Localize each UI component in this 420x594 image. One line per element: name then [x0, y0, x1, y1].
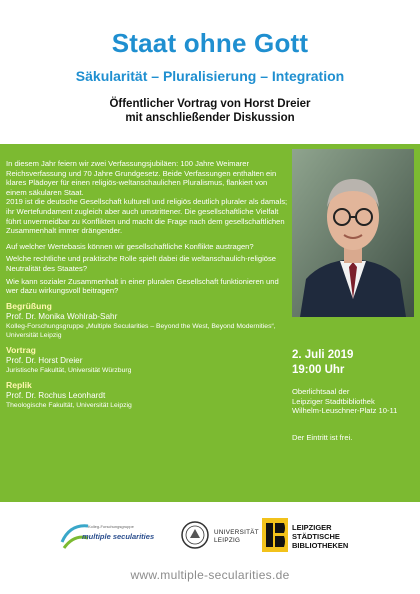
event-venue: [292, 387, 416, 416]
library-line-3: BIBLIOTHEKEN: [292, 541, 349, 550]
library-line-2: STÄDTISCHE: [292, 532, 340, 541]
event-datetime: [292, 348, 353, 378]
ms-name: multiple secularities: [82, 532, 155, 541]
library-name: [292, 523, 348, 550]
poster-subtitle: Säkularität – Pluralisierung – Integration: [75, 68, 345, 84]
uni-line-2: LEIPZIG: [214, 536, 241, 544]
ms-kolleg-label: Kolleg-Forschungsgruppe: [88, 524, 134, 529]
talk-announcement: [0, 97, 420, 125]
program-name: Prof. Dr. Horst Dreier: [6, 355, 83, 365]
program-role: Replik: [6, 379, 32, 390]
program-item-vortrag: [6, 345, 288, 375]
poster-title: Staat ohne Gott: [111, 28, 309, 58]
library-line-1: LEIPZIGER: [292, 523, 332, 532]
program-item-begruessung: [6, 301, 288, 340]
multiple-secularities-logo: [60, 516, 170, 556]
venue-line: Leipziger Stadtbibliothek: [292, 396, 375, 406]
program-role: Vortrag: [6, 344, 36, 355]
intro-text-2: 2019 ist die deutsche Gesellschaft kulturell und religiös deutlich pluraler als damals; ihr Wertefundament zugleich aber auch umstrittener. Die gesellschaftliche Vielfalt führt unvermeidbar zu Konflikten und macht die Frage nach dem gesellschaftlichen Zusammenhalt immer drängender.: [6, 197, 288, 236]
intro-text-1: In diesem Jahr feiern wir zwei Verfassungsjubiläen: 100 Jahre Weimarer Reichsverfassung und 70 Jahre Grundgesetz. Beide Verfassungen enthalten ein klares Plädoyer für einen religiös-weltanschaulichen Pluralismus, flankiert von einem säkularen Staat.: [6, 159, 277, 197]
question: Welche rechtliche und praktische Rolle spielt dabei die weltanschaulich-religiöse Neutralität des Staates?: [6, 254, 277, 273]
intro-paragraph: [6, 159, 288, 236]
program-affiliation: Juristische Fakultät, Universität Würzburg: [6, 366, 132, 374]
uni-line-1: UNIVERSITÄT: [214, 529, 259, 536]
talk-line-2: mit anschließender Diskussion: [125, 112, 295, 124]
event-time: 19:00 Uhr: [292, 364, 345, 376]
program-name: Prof. Dr. Rochus Leonhardt: [6, 390, 106, 400]
question: Auf welcher Wertebasis können wir gesellschaftliche Konflikte austragen?: [6, 241, 254, 251]
talk-line-1: Öffentlicher Vortrag von Horst Dreier: [109, 98, 311, 110]
stadtbibliothek-logo: [262, 516, 382, 556]
question: Wie kann sozialer Zusammenhalt in einer pluralen Gesellschaft funktionieren und wer dazu wirkungsvoll beitragen?: [6, 276, 279, 296]
university-seal-icon: [180, 520, 210, 550]
description-column: [6, 159, 288, 410]
logo-strip: [0, 512, 420, 562]
website-link[interactable]: www.multiple-secularities.de: [130, 568, 290, 582]
program-name: Prof. Dr. Monika Wohlrab-Sahr: [6, 311, 118, 321]
entry-note: Der Eintritt ist frei.: [292, 433, 353, 442]
library-emblem-icon: [262, 518, 288, 552]
program-affiliation: Kolleg-Forschungsgruppe „Multiple Secularities – Beyond the West, Beyond Modernities“, Universität Leipzig: [6, 322, 276, 339]
program-affiliation: Theologische Fakultät, Universität Leipzig: [6, 401, 132, 409]
university-leipzig-logo: [180, 518, 260, 554]
venue-line: Oberlichtsaal der: [292, 387, 350, 396]
program-role: Begrüßung: [6, 300, 52, 311]
event-date: 2. Juli 2019: [292, 349, 354, 361]
speaker-portrait-icon: [292, 149, 414, 317]
uni-name: [214, 529, 259, 544]
program-item-replik: [6, 380, 288, 410]
speaker-photo: [292, 149, 414, 317]
venue-line: Wilhelm-Leuschner-Platz 10-11: [292, 406, 398, 415]
